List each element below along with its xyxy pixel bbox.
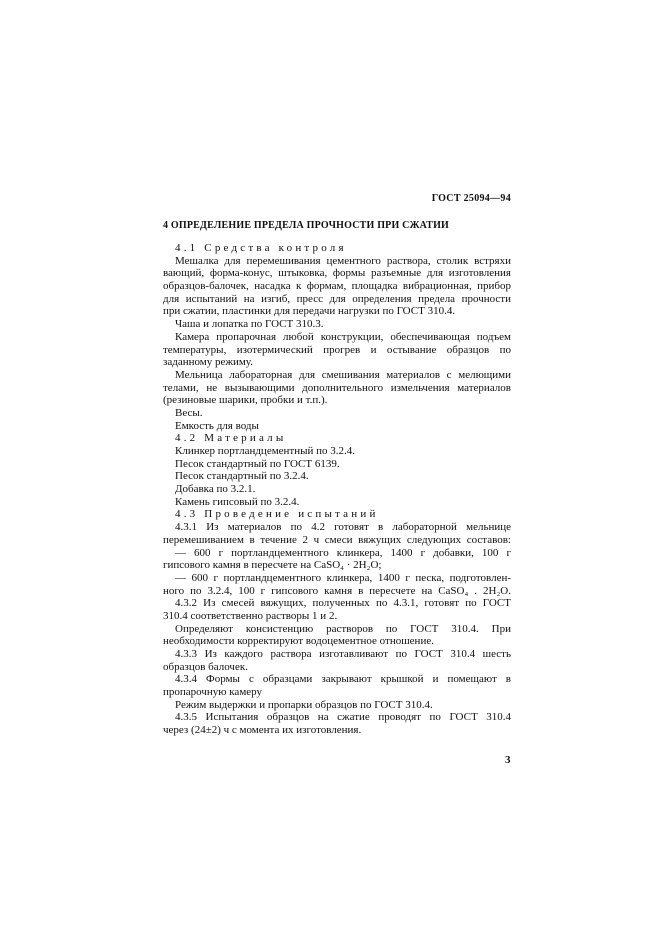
text-line: Песок стандартный по 3.2.4. — [175, 470, 309, 483]
text-line: вающий, форма-конус, штыковка, формы разъемные для изготовления — [163, 267, 511, 280]
text-line: 4.3.2 Из смесей вяжущих, полученных по 4.3.1, готовят по ГОСТ — [175, 597, 511, 610]
text-line: Чаша и лопатка по ГОСТ 310.3. — [175, 318, 324, 331]
document-body — [163, 242, 511, 737]
subsection-heading: 4.1 Средства контроля — [175, 242, 347, 254]
text-line: 4.3.5 Испытания образцов на сжатие проводят по ГОСТ 310.4 — [175, 711, 511, 724]
section-title: 4 ОПРЕДЕЛЕНИЕ ПРЕДЕЛА ПРОЧНОСТИ ПРИ СЖАТИИ — [163, 220, 450, 231]
text-line: Добавка по 3.2.1. — [175, 483, 256, 496]
document-header: ГОСТ 25094—94 — [431, 193, 511, 204]
text-line: необходимости корректируют водоцементное отношение. — [163, 635, 434, 648]
text-line: перемешиванием в течение 2 ч смеси вяжущих следующих составов: — [163, 533, 511, 546]
text-line: Емкость для воды — [175, 419, 259, 432]
text-line: 4.3.1 Из материалов по 4.2 готовят в лабораторной мельнице — [175, 521, 511, 534]
text-line: образцов-балочек, насадка к формам, площадка вибрационная, прибор — [163, 280, 511, 293]
text-line: телами, не вызывающими дополнительного измельчения материалов — [163, 381, 511, 394]
subsection-heading: 4.3 Проведение испытаний — [175, 508, 379, 521]
text-line: Камера пропарочная любой конструкции, обеспечивающая подъем — [175, 330, 511, 343]
text-line: через (24±2) ч с момента их изготовления. — [163, 724, 362, 737]
text-line: при сжатии, пластинки для передачи нагрузки по ГОСТ 310.4. — [163, 305, 456, 318]
text-line: Мельница лабораторная для смешивания материалов с мелющими — [175, 368, 511, 381]
text-line: — 600 г портландцементного клинкера, 1400 г песка, подготовлен- — [175, 571, 511, 584]
text-line: Определяют консистенцию растворов по ГОСТ 310.4. При — [175, 622, 511, 635]
text-line: Песок стандартный по ГОСТ 6139. — [175, 457, 340, 470]
text-line: Клинкер портландцементный по 3.2.4. — [175, 445, 356, 457]
text-line: (резиновые шарики, пробки и т.п.). — [163, 394, 328, 407]
text-line: ного по 3.2.4, 100 г гипсового камня в пересчете на CaSO₄ . 2H₂O. — [163, 584, 511, 597]
text-line: для испытаний на изгиб, пресс для определения предела прочности — [163, 292, 511, 305]
page-number: 3 — [505, 754, 511, 766]
text-line: 4.3.3 Из каждого раствора изготавливают по ГОСТ 310.4 шесть — [175, 648, 511, 660]
text-line: пропарочную камеру — [163, 686, 263, 699]
text-line: гипсового камня в пересчете на CaSO₄ · 2H₂O; — [163, 559, 382, 572]
text-line: Камень гипсовый по 3.2.4. — [175, 495, 300, 508]
text-line: Весы. — [175, 406, 203, 419]
text-line: Мешалка для перемешивания цементного раствора, столик встряхи — [175, 254, 511, 267]
text-line: образцов балочек. — [163, 660, 248, 673]
text-line: Режим выдержки и пропарки образцов по ГОСТ 310.4. — [175, 698, 433, 711]
subsection-heading: 4.2 Материалы — [175, 432, 287, 445]
text-line: 310.4 соответственно растворы 1 и 2. — [163, 609, 338, 622]
text-line: — 600 г портландцементного клинкера, 1400 г добавки, 100 г — [175, 546, 511, 559]
text-line: температуры, изотермический прогрев и остывание образцов по — [163, 343, 511, 356]
text-line: заданному режиму. — [163, 356, 253, 369]
text-line: 4.3.4 Формы с образцами закрывают крышкой и помещают в — [175, 673, 511, 686]
